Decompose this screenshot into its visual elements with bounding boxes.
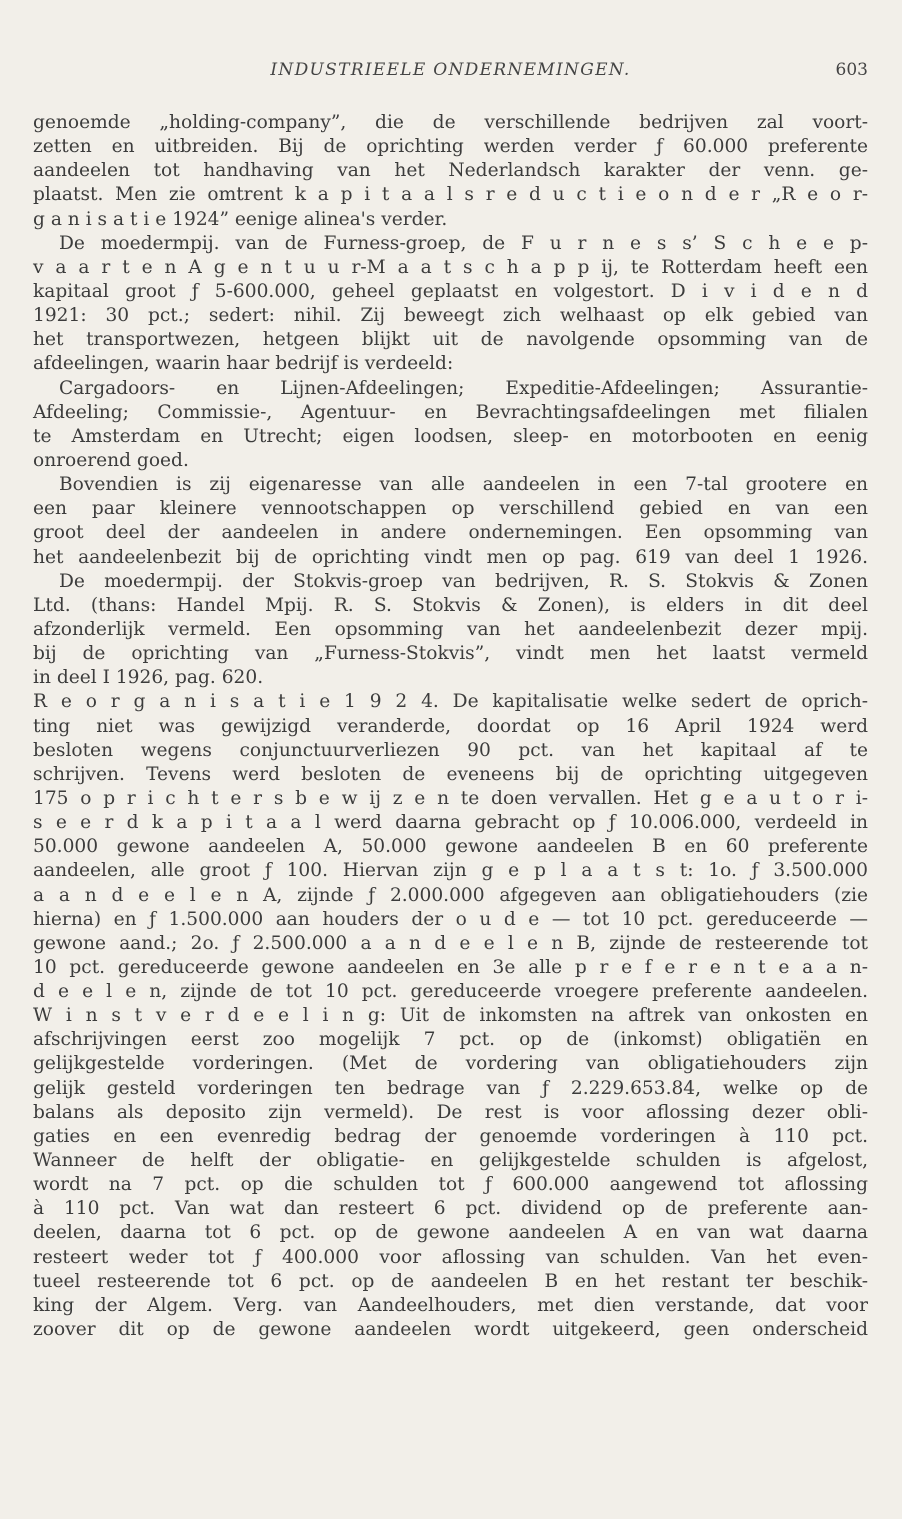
text-line: Wanneer de helft der obligatie- en gelijkgestelde schulden is afgelost, xyxy=(33,1150,868,1172)
text-line: a a n d e e l e n A, zijnde ƒ 2.000.000 afgegeven aan obligatiehouders (zie xyxy=(33,884,868,906)
text-line: deelen, daarna tot 6 pct. op de gewone aandeelen A en van wat daarna xyxy=(33,1222,868,1244)
text-line: gelijkgestelde vorderingen. (Met de vordering van obligatiehouders zijn xyxy=(33,1053,868,1075)
text-line: aandeelen tot handhaving van het Nederlandsch karakter der venn. ge- xyxy=(33,160,868,182)
text-line: gaties en een evenredig bedrag der genoemde vorderingen à 110 pct. xyxy=(33,1125,868,1147)
text-line: zetten en uitbreiden. Bij de oprichting werden verder ƒ 60.000 preferente xyxy=(33,136,868,158)
text-line: De moedermpij. der Stokvis-groep van bedrijven, R. S. Stokvis & Zonen xyxy=(59,570,868,592)
page-header xyxy=(33,60,868,90)
text-line: d e e l e n, zijnde de tot 10 pct. gereduceerde vroegere preferente aandeelen. xyxy=(33,981,868,1003)
text-line: bij de oprichting van „Furness-Stokvis”, vindt men het laatst vermeld xyxy=(33,643,868,665)
text-line: resteert weder tot ƒ 400.000 voor aflossing van schulden. Van het even- xyxy=(33,1246,868,1268)
text-line: De moedermpij. van de Furness-groep, de F u r n e s s’ S c h e e p- xyxy=(59,232,868,254)
text-line: afzonderlijk vermeld. Een opsomming van het aandeelenbezit dezer mpij. xyxy=(33,618,868,640)
text-line: Afdeeling; Commissie-, Agentuur- en Bevrachtingsafdeelingen met filialen xyxy=(33,401,868,423)
text-line: gewone aand.; 2o. ƒ 2.500.000 a a n d e e l e n B, zijnde de resteerende tot xyxy=(33,932,868,954)
body-text xyxy=(33,111,868,1342)
text-line: afdeelingen, waarin haar bedrijf is verdeeld: xyxy=(33,353,454,375)
text-line: W i n s t v e r d e e l i n g: Uit de inkomsten na aftrek van onkosten en xyxy=(33,1005,868,1027)
text-line: ting niet was gewijzigd veranderde, doordat op 16 April 1924 werd xyxy=(33,715,868,737)
text-line: gelijk gesteld vorderingen ten bedrage van ƒ 2.229.653.84, welke op de xyxy=(33,1077,868,1099)
text-line: kapitaal groot ƒ 5-600.000, geheel geplaatst en volgestort. D i v i d e n d xyxy=(33,280,868,302)
text-line: hierna) en ƒ 1.500.000 aan houders der o u d e — tot 10 pct. gereduceerde — xyxy=(33,908,868,930)
text-line: in deel I 1926, pag. 620. xyxy=(33,667,264,689)
running-title: INDUSTRIEELE ONDERNEMINGEN. xyxy=(270,60,631,80)
text-line: onroerend goed. xyxy=(33,449,189,471)
text-line: Bovendien is zij eigenaresse van alle aandeelen in een 7-tal grootere en xyxy=(59,474,868,496)
text-line: genoemde „holding-company”, die de verschillende bedrijven zal voort- xyxy=(33,112,868,133)
text-line: king der Algem. Verg. van Aandeelhouders, met dien verstande, dat voor xyxy=(33,1294,868,1316)
text-line: een paar kleinere vennootschappen op verschillend gebied en van een xyxy=(33,498,868,520)
text-line: plaatst. Men zie omtrent k a p i t a a l s r e d u c t i e o n d e r „R e o r- xyxy=(33,184,868,206)
text-line: balans als deposito zijn vermeld). De rest is voor aflossing dezer obli- xyxy=(33,1101,868,1123)
text-line: het transportwezen, hetgeen blijkt uit de navolgende opsomming van de xyxy=(33,329,868,351)
text-line: wordt na 7 pct. op die schulden tot ƒ 600.000 aangewend tot aflossing xyxy=(33,1174,868,1196)
text-line: te Amsterdam en Utrecht; eigen loodsen, sleep- en motorbooten en eenig xyxy=(33,425,868,447)
text-line: groot deel der aandeelen in andere ondernemingen. Een opsomming van xyxy=(33,522,868,544)
text-line: à 110 pct. Van wat dan resteert 6 pct. dividend op de preferente aan- xyxy=(33,1198,868,1220)
text-line: aandeelen, alle groot ƒ 100. Hiervan zijn g e p l a a t s t: 1o. ƒ 3.500.000 xyxy=(33,860,868,882)
text-line: Ltd. (thans: Handel Mpij. R. S. Stokvis & Zonen), is elders in dit deel xyxy=(33,594,868,616)
text-line: 50.000 gewone aandeelen A, 50.000 gewone aandeelen B en 60 preferente xyxy=(33,836,868,858)
text-line: besloten wegens conjunctuurverliezen 90 pct. van het kapitaal af te xyxy=(33,739,868,761)
page-number: 603 xyxy=(835,60,868,80)
text-line: 10 pct. gereduceerde gewone aandeelen en 3e alle p r e f e r e n t e a a n- xyxy=(33,956,868,978)
text-line: s e e r d k a p i t a a l werd daarna gebracht op ƒ 10.006.000, verdeeld in xyxy=(33,812,868,834)
text-line: schrijven. Tevens werd besloten de eveneens bij de oprichting uitgegeven xyxy=(33,763,868,785)
text-line: afschrijvingen eerst zoo mogelijk 7 pct. op de (inkomst) obligatiën en xyxy=(33,1029,868,1051)
text-line: Cargadoors- en Lijnen-Afdeelingen; Expeditie-Afdeelingen; Assurantie- xyxy=(59,377,868,399)
text-line: het aandeelenbezit bij de oprichting vindt men op pag. 619 van deel 1 1926. xyxy=(33,546,868,568)
text-line: R e o r g a n i s a t i e 1 9 2 4. De kapitalisatie welke sedert de oprich- xyxy=(33,691,868,713)
text-line: zoover dit op de gewone aandeelen wordt uitgekeerd, geen onderscheid xyxy=(33,1319,868,1341)
text-line: tueel resteerende tot 6 pct. op de aandeelen B en het restant ter beschik- xyxy=(33,1270,868,1292)
text-line: 1921: 30 pct.; sedert: nihil. Zij beweegt zich welhaast op elk gebied van xyxy=(33,305,868,327)
text-line: v a a r t e n A g e n t u u r-M a a t s c h a p p ij, te Rotterdam heeft een xyxy=(33,256,868,278)
text-line: 175 o p r i c h t e r s b e w ij z e n te doen vervallen. Het g e a u t o r i- xyxy=(33,787,868,809)
text-line: g a n i s a t i e 1924” eenige alinea's verder. xyxy=(33,208,448,230)
